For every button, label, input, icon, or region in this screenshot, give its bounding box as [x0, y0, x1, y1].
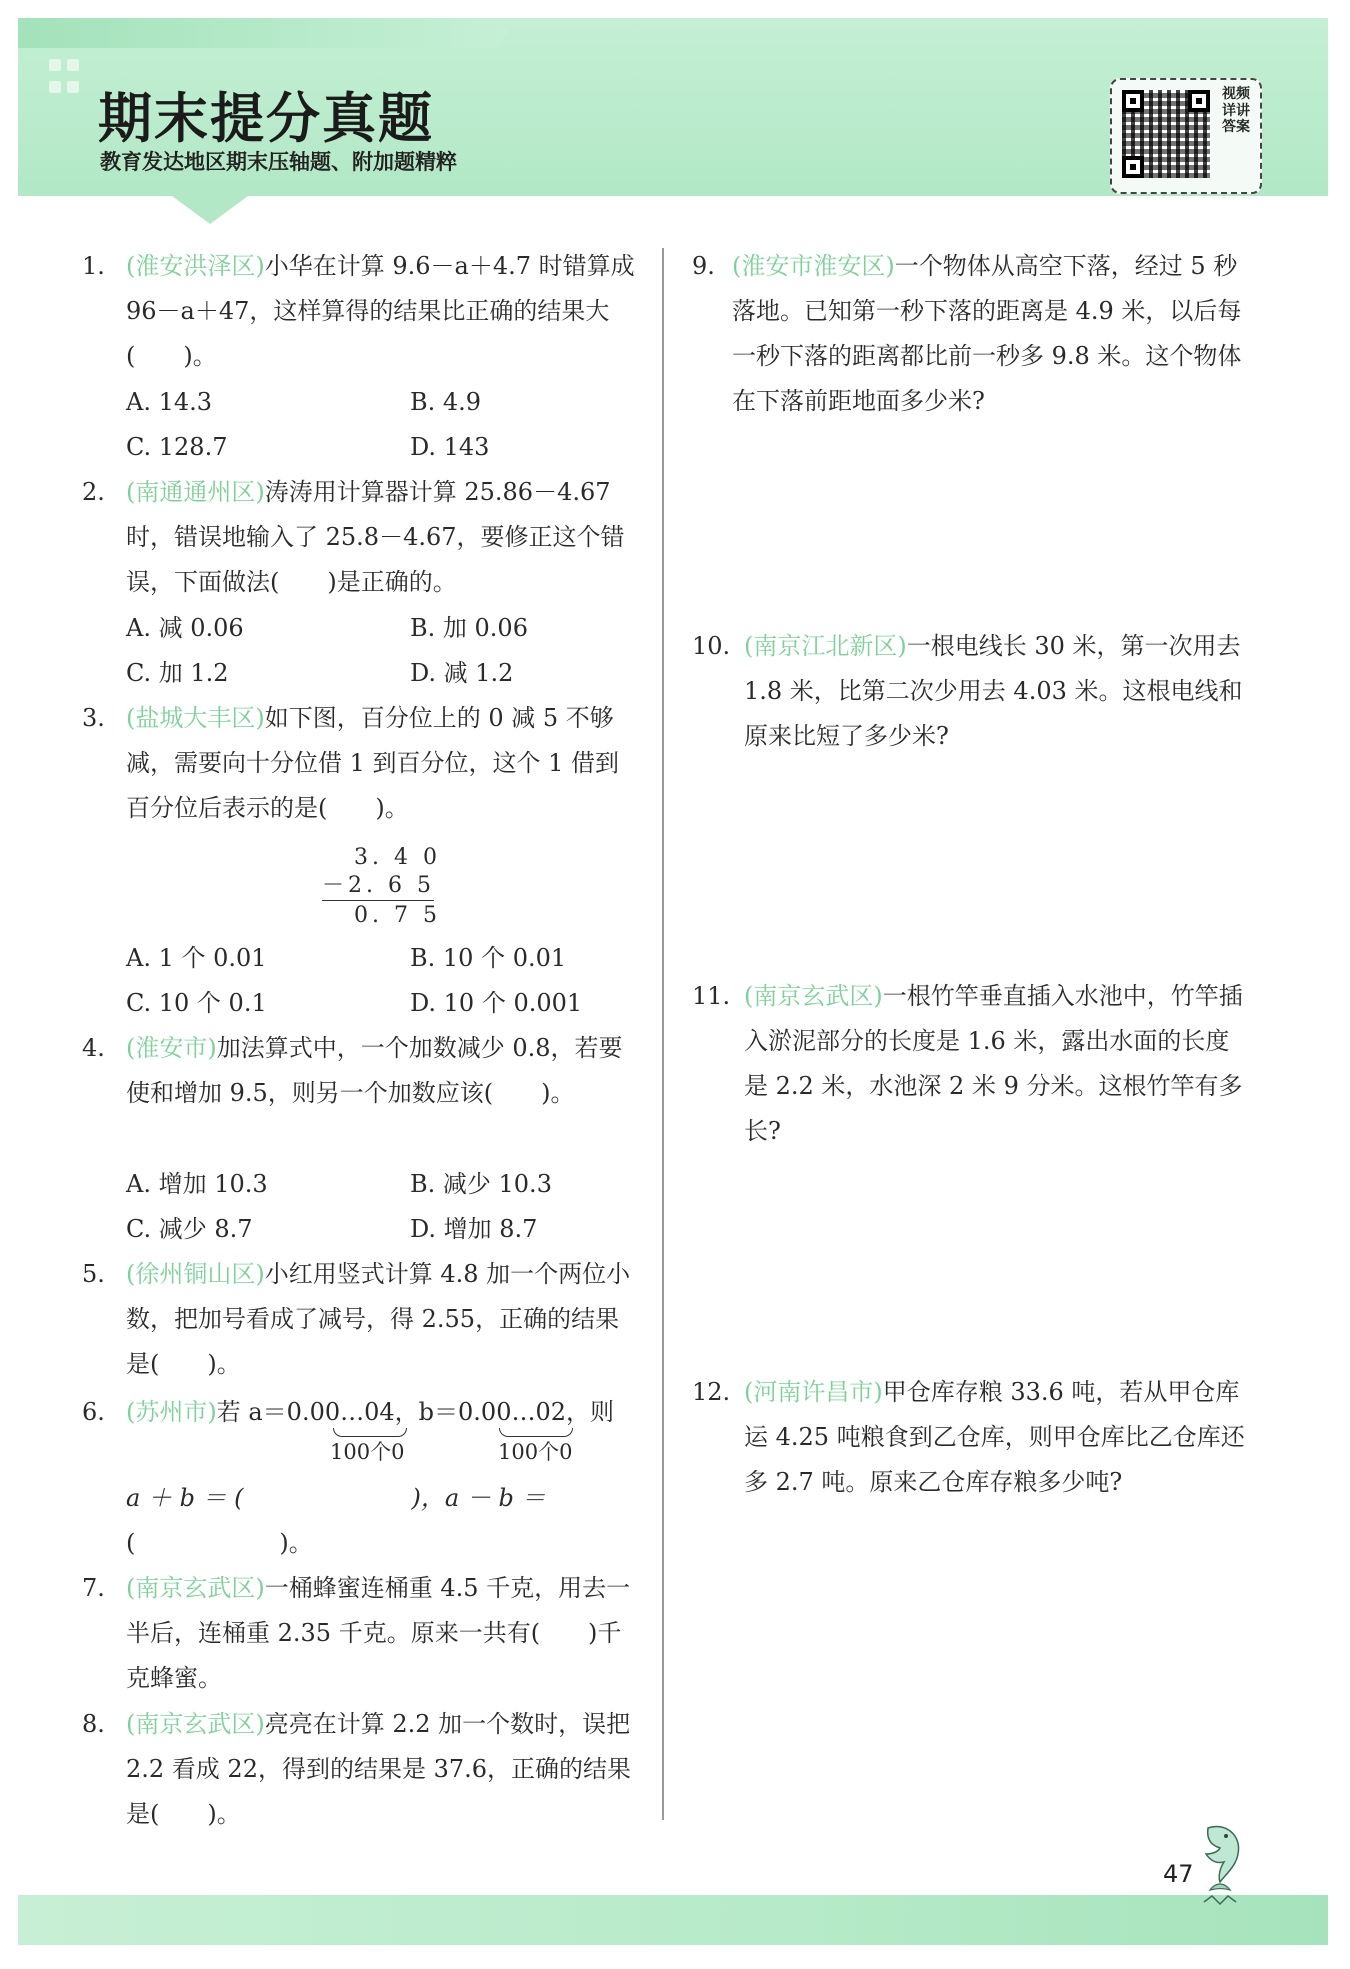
- option[interactable]: A. 减 0.06: [126, 614, 244, 642]
- option[interactable]: D. 增加 8.7: [410, 1215, 538, 1243]
- under-label-a: 100个0: [330, 1440, 405, 1464]
- question-12: 12. (河南许昌市)甲仓库存粮 33.6 吨，若从甲仓库运 4.25 吨粮食到乙仓库，则甲仓库比乙仓库还多 2.7 吨。原来乙仓库存粮多少吨?: [692, 1378, 1245, 1496]
- qr-code-icon[interactable]: [1122, 90, 1210, 178]
- page-subtitle: 教育发达地区期末压轴题、附加题精粹: [100, 150, 457, 174]
- question-6: 6. (苏州市)若 a＝0.00…04，b＝0.00…02，则: [82, 1398, 615, 1426]
- question-1: 1. (淮安洪泽区)小华在计算 9.6－a＋4.7 时错算成 96－a＋47，这样算得的结果比正确的结果大( )。: [82, 252, 635, 370]
- question-5: 5. (徐州铜山区)小红用竖式计算 4.8 加一个两位小数，把加号看成了减号，得 2.55，正确的结果是( )。: [82, 1260, 631, 1378]
- option[interactable]: D. 减 1.2: [410, 659, 514, 687]
- decorative-dots: [46, 56, 82, 100]
- question-source: (淮安市淮安区): [732, 252, 895, 280]
- header-notch: [172, 196, 248, 224]
- question-9: 9. (淮安市淮安区)一个物体从高空下落，经过 5 秒落地。已知第一秒下落的距离是 4.9 米，以后每一秒下落的距离都比前一秒多 9.8 米。这个物体在下落前距地面多少米?: [692, 252, 1242, 415]
- column-divider: [662, 248, 664, 1820]
- question-source: (南京玄武区): [126, 1574, 265, 1602]
- question-6-line3: ( )。: [126, 1529, 313, 1557]
- option[interactable]: A. 1 个 0.01: [126, 944, 267, 972]
- question-source: (徐州铜山区): [126, 1260, 265, 1288]
- question-source: (南通通州区): [126, 478, 265, 506]
- header-band: [18, 18, 1328, 196]
- question-11: 11. (南京玄武区)一根竹竿垂直插入水池中，竹竿插入淤泥部分的长度是 1.6 米，露出水面的长度是 2.2 米，水池深 2 米 9 分米。这根竹竿有多长?: [692, 982, 1243, 1145]
- question-source: (淮安洪泽区): [126, 252, 265, 280]
- option[interactable]: C. 加 1.2: [126, 659, 229, 687]
- option[interactable]: C. 128.7: [126, 433, 228, 461]
- question-source: (南京江北新区): [744, 632, 907, 660]
- under-label-b: 100个0: [498, 1440, 573, 1464]
- question-source: (淮安市): [126, 1034, 217, 1062]
- question-source: (南京玄武区): [126, 1710, 265, 1738]
- option[interactable]: C. 10 个 0.1: [126, 989, 267, 1017]
- question-8: 8. (南京玄武区)亮亮在计算 2.2 加一个数时，误把 2.2 看成 22，得到的结果是 37.6，正确的结果是( )。: [82, 1710, 632, 1828]
- question-3: 3. (盐城大丰区)如下图，百分位上的 0 减 5 不够减，需要向十分位借 1 到百分位，这个 1 借到百分位后表示的是( )。: [82, 704, 620, 822]
- question-2: 2. (南通通州区)涛涛用计算器计算 25.86－4.67 时，错误地输入了 25.8－4.67，要修正这个错误，下面做法( )是正确的。: [82, 478, 625, 596]
- digits-b: 00…0: [480, 1398, 551, 1426]
- page-number: 47: [1163, 1860, 1194, 1888]
- option[interactable]: D. 10 个 0.001: [410, 989, 583, 1017]
- page-title: 期末提分真题: [98, 87, 434, 150]
- option[interactable]: D. 143: [410, 433, 490, 461]
- option[interactable]: A. 14.3: [126, 388, 213, 416]
- question-source: (南京玄武区): [744, 982, 883, 1010]
- question-10: 10. (南京江北新区)一根电线长 30 米，第一次用去 1.8 米，比第二次少用去 4.03 米。这根电线和原来比短了多少米?: [692, 632, 1243, 750]
- question-4: 4. (淮安市)加法算式中，一个加数减少 0.8，若要使和增加 9.5，则另一个加数应该( )。: [82, 1034, 623, 1107]
- question-source: (盐城大丰区): [126, 704, 265, 732]
- option[interactable]: A. 增加 10.3: [126, 1170, 268, 1198]
- question-6-line2: a ＋ b ＝ ( )，a － b ＝: [126, 1484, 546, 1512]
- digits-a: 00…0: [309, 1398, 380, 1426]
- qr-caption: 视频详讲答案: [1222, 86, 1250, 135]
- question-7: 7. (南京玄武区)一桶蜂蜜连桶重 4.5 千克，用去一半后，连桶重 2.35 千克。原来一共有( )千克蜂蜜。: [82, 1574, 631, 1692]
- dolphin-icon: [1190, 1820, 1250, 1910]
- question-source: (苏州市): [126, 1398, 217, 1426]
- qr-code-box[interactable]: [1110, 78, 1262, 194]
- option[interactable]: B. 加 0.06: [410, 614, 528, 642]
- header-top-strip: [18, 18, 518, 48]
- question-source: (河南许昌市): [744, 1378, 883, 1406]
- option[interactable]: B. 4.9: [410, 388, 482, 416]
- footer-band: [18, 1895, 1328, 1945]
- option[interactable]: B. 10 个 0.01: [410, 944, 567, 972]
- option[interactable]: C. 减少 8.7: [126, 1215, 253, 1243]
- option[interactable]: B. 减少 10.3: [410, 1170, 552, 1198]
